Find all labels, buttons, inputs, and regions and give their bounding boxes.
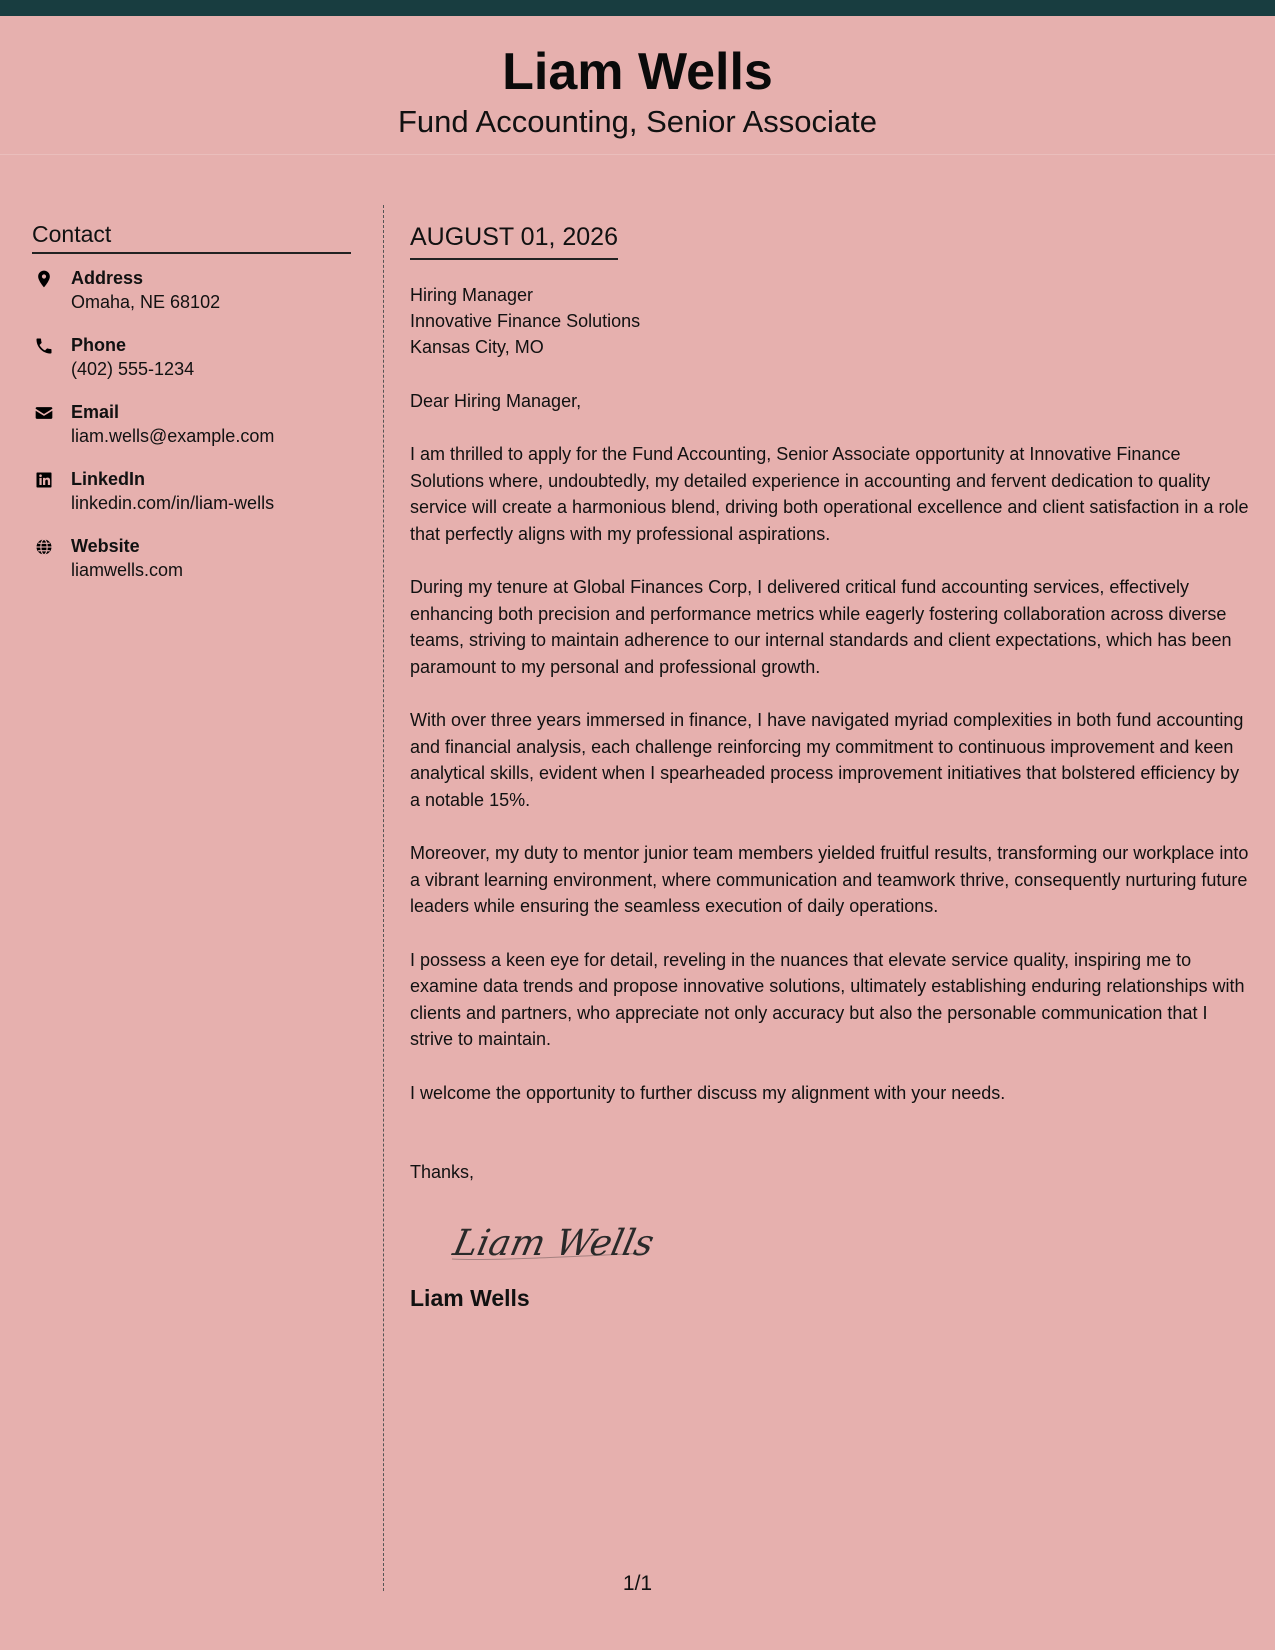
contact-label: Email <box>71 402 120 422</box>
linkedin-icon <box>34 470 54 490</box>
salutation: Dear Hiring Manager, <box>410 391 582 411</box>
contact-item-linkedin <box>32 467 351 515</box>
contact-label: Website <box>71 536 140 556</box>
recipient-block <box>410 282 1250 360</box>
applicant-role: Fund Accounting, Senior Associate <box>397 104 878 139</box>
recipient-line: Kansas City, MO <box>410 337 544 357</box>
globe-icon <box>34 537 54 557</box>
recipient-line: Hiring Manager <box>410 285 534 305</box>
closing: Thanks, <box>410 1162 475 1182</box>
letter-paragraph: Moreover, my duty to mentor junior team members yielded fruitful results, transforming our workplace into a vibrant learning environment, where communication and teamwork thrive, consequently nurturing future leaders while ensuring the seamless execution of daily operations. <box>410 843 1249 916</box>
letter-paragraph: I am thrilled to apply for the Fund Accounting, Senior Associate opportunity at Innovative Finance Solutions where, undoubtedly, my detailed experience in accounting and fervent dedication to quality service will create a harmonious blend, driving both operational excellence and client satisfaction in a role that perfectly aligns with my professional aspirations. <box>410 444 1249 544</box>
recipient-line: Innovative Finance Solutions <box>410 311 641 331</box>
contact-label: Phone <box>71 335 127 355</box>
column-divider <box>383 205 384 1591</box>
svg-text:Liam Wells: Liam Wells <box>449 1221 658 1264</box>
handwritten-signature <box>446 1215 1250 1275</box>
contact-item-phone <box>32 333 351 381</box>
letter-paragraph: I welcome the opportunity to further discuss my alignment with your needs. <box>410 1082 1006 1103</box>
contact-value: liam.wells@example.com <box>71 426 275 446</box>
letter-body <box>410 220 1250 1313</box>
header <box>0 16 1275 155</box>
map-pin-icon <box>34 269 54 289</box>
letter-date: AUGUST 01, 2026 <box>410 220 618 260</box>
letter-paragraph: With over three years immersed in finance, I have navigated myriad complexities in both fund accounting and financial analysis, each challenge reinforcing my commitment to continuous improvement and keen analytical skills, evident when I spearheaded process improvement initiatives that bolstered efficiency by a notable 15%. <box>410 710 1244 810</box>
contact-value: liamwells.com <box>71 560 184 580</box>
contact-label: LinkedIn <box>71 469 146 489</box>
contact-value: Omaha, NE 68102 <box>71 292 221 312</box>
letter-paragraph: During my tenure at Global Finances Corp, I delivered critical fund accounting services, effectively enhancing both precision and performance metrics while eagerly fostering collaboration across diverse teams, striving to maintain adherence to our internal standards and client expectations, which has been paramount to my personal and professional growth. <box>410 577 1232 677</box>
contact-title: Contact <box>32 220 351 254</box>
contact-item-website <box>32 534 351 582</box>
contact-sidebar <box>32 220 351 601</box>
applicant-name: Liam Wells <box>502 43 773 101</box>
envelope-icon <box>34 403 54 423</box>
letter-paragraph: I possess a keen eye for detail, reveling in the nuances that elevate service quality, inspiring me to examine data trends and propose innovative solutions, ultimately establishing enduring relationships with clients and partners, who appreciate not only accuracy but also the personable communication that I strive to maintain. <box>410 949 1245 1049</box>
contact-value: (402) 555-1234 <box>71 359 195 379</box>
contact-value: linkedin.com/in/liam-wells <box>71 493 275 513</box>
contact-item-email <box>32 400 351 448</box>
contact-label: Address <box>71 268 144 288</box>
top-accent-band <box>0 0 1275 16</box>
phone-icon <box>34 336 54 356</box>
page-number: 1/1 <box>622 1572 653 1595</box>
signed-name: Liam Wells <box>410 1285 530 1311</box>
contact-item-address <box>32 266 351 314</box>
